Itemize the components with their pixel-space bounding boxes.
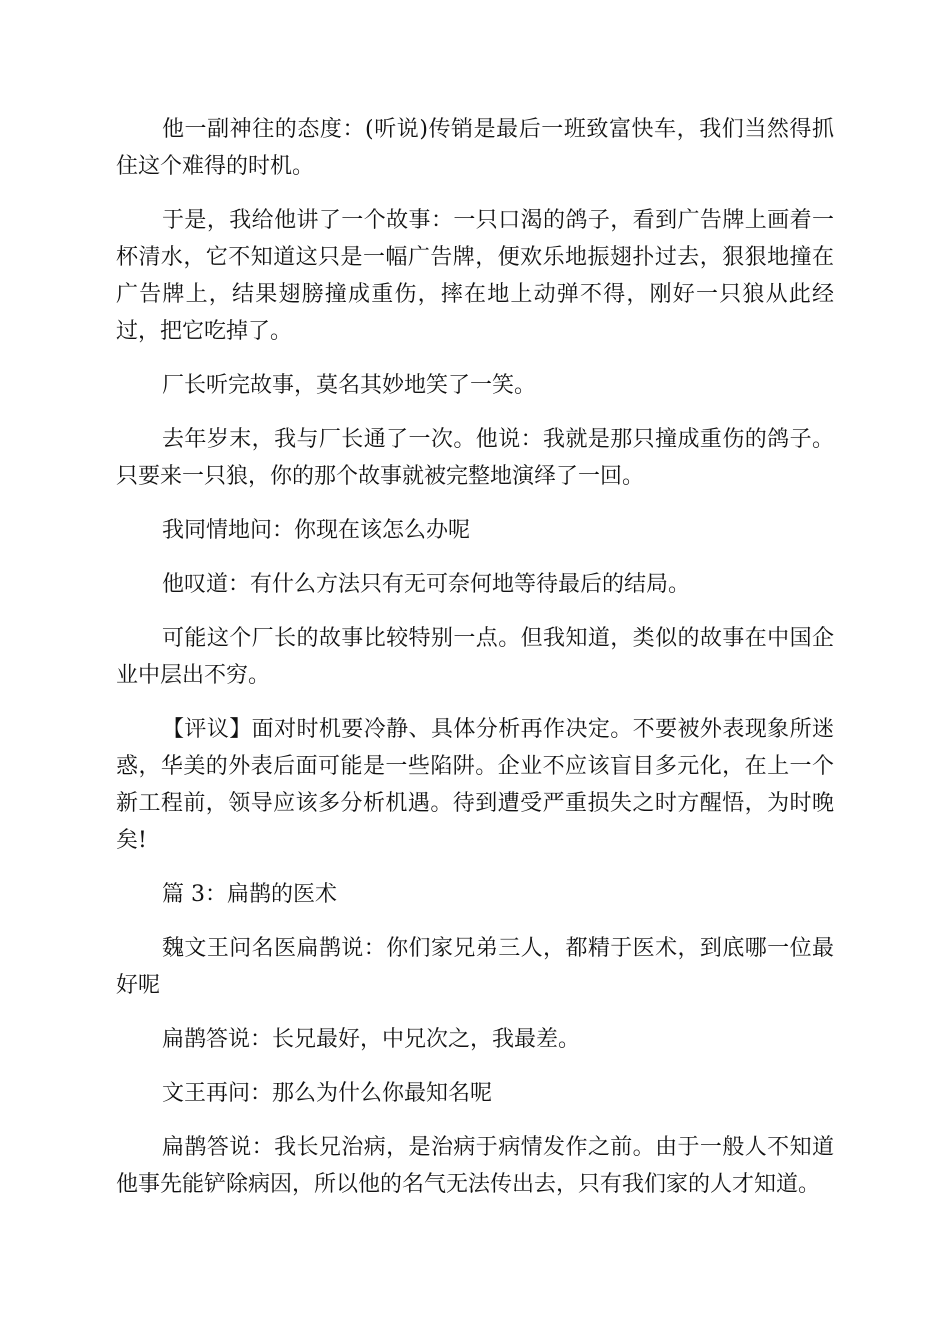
- paragraph: 魏文王问名医扁鹊说：你们家兄弟三人，都精于医术，到底哪一位最好呢: [116, 936, 834, 998]
- section-heading: 篇 3：扁鹊的医术: [162, 882, 337, 907]
- paragraph: 去年岁末，我与厂长通了一次。他说：我就是那只撞成重伤的鸽子。只要来一只狼，你的那个故事就被完整地演绎了一回。: [116, 427, 834, 489]
- paragraph: 他叹道：有什么方法只有无可奈何地等待最后的结局。: [162, 572, 691, 597]
- paragraph: 扁鹊答说：长兄最好，中兄次之，我最差。: [162, 1027, 581, 1052]
- paragraph: 于是，我给他讲了一个故事：一只口渴的鸽子，看到广告牌上画着一杯清水，它不知道这只是一幅广告牌，便欢乐地振翅扑过去，狠狠地撞在广告牌上，结果翅膀撞成重伤，摔在地上动弹不得，刚好一只狼从此经过，把它吃掉了。: [116, 208, 834, 344]
- paragraph: 文王再问：那么为什么你最知名呢: [162, 1081, 493, 1106]
- document-body: [116, 111, 834, 1220]
- paragraph: 扁鹊答说：我长兄治病，是治病于病情发作之前。由于一般人不知道他事先能铲除病因，所以他的名气无法传出去，只有我们家的人才知道。: [116, 1135, 834, 1197]
- paragraph: 厂长听完故事，莫名其妙地笑了一笑。: [162, 373, 537, 398]
- paragraph: 他一副神往的态度：(听说)传销是最后一班致富快车，我们当然得抓住这个难得的时机。: [116, 117, 834, 179]
- paragraph: 可能这个厂长的故事比较特别一点。但我知道，类似的故事在中国企业中层出不穷。: [116, 626, 834, 688]
- comment-paragraph: 【评议】面对时机要冷静、具体分析再作决定。不要被外表现象所迷惑，华美的外表后面可能是一些陷阱。企业不应该盲目多元化，在上一个新工程前，领导应该多分析机遇。待到遭受严重损失之时方醒悟，为时晚矣!: [116, 717, 834, 853]
- paragraph: 我同情地问：你现在该怎么办呢: [162, 518, 471, 543]
